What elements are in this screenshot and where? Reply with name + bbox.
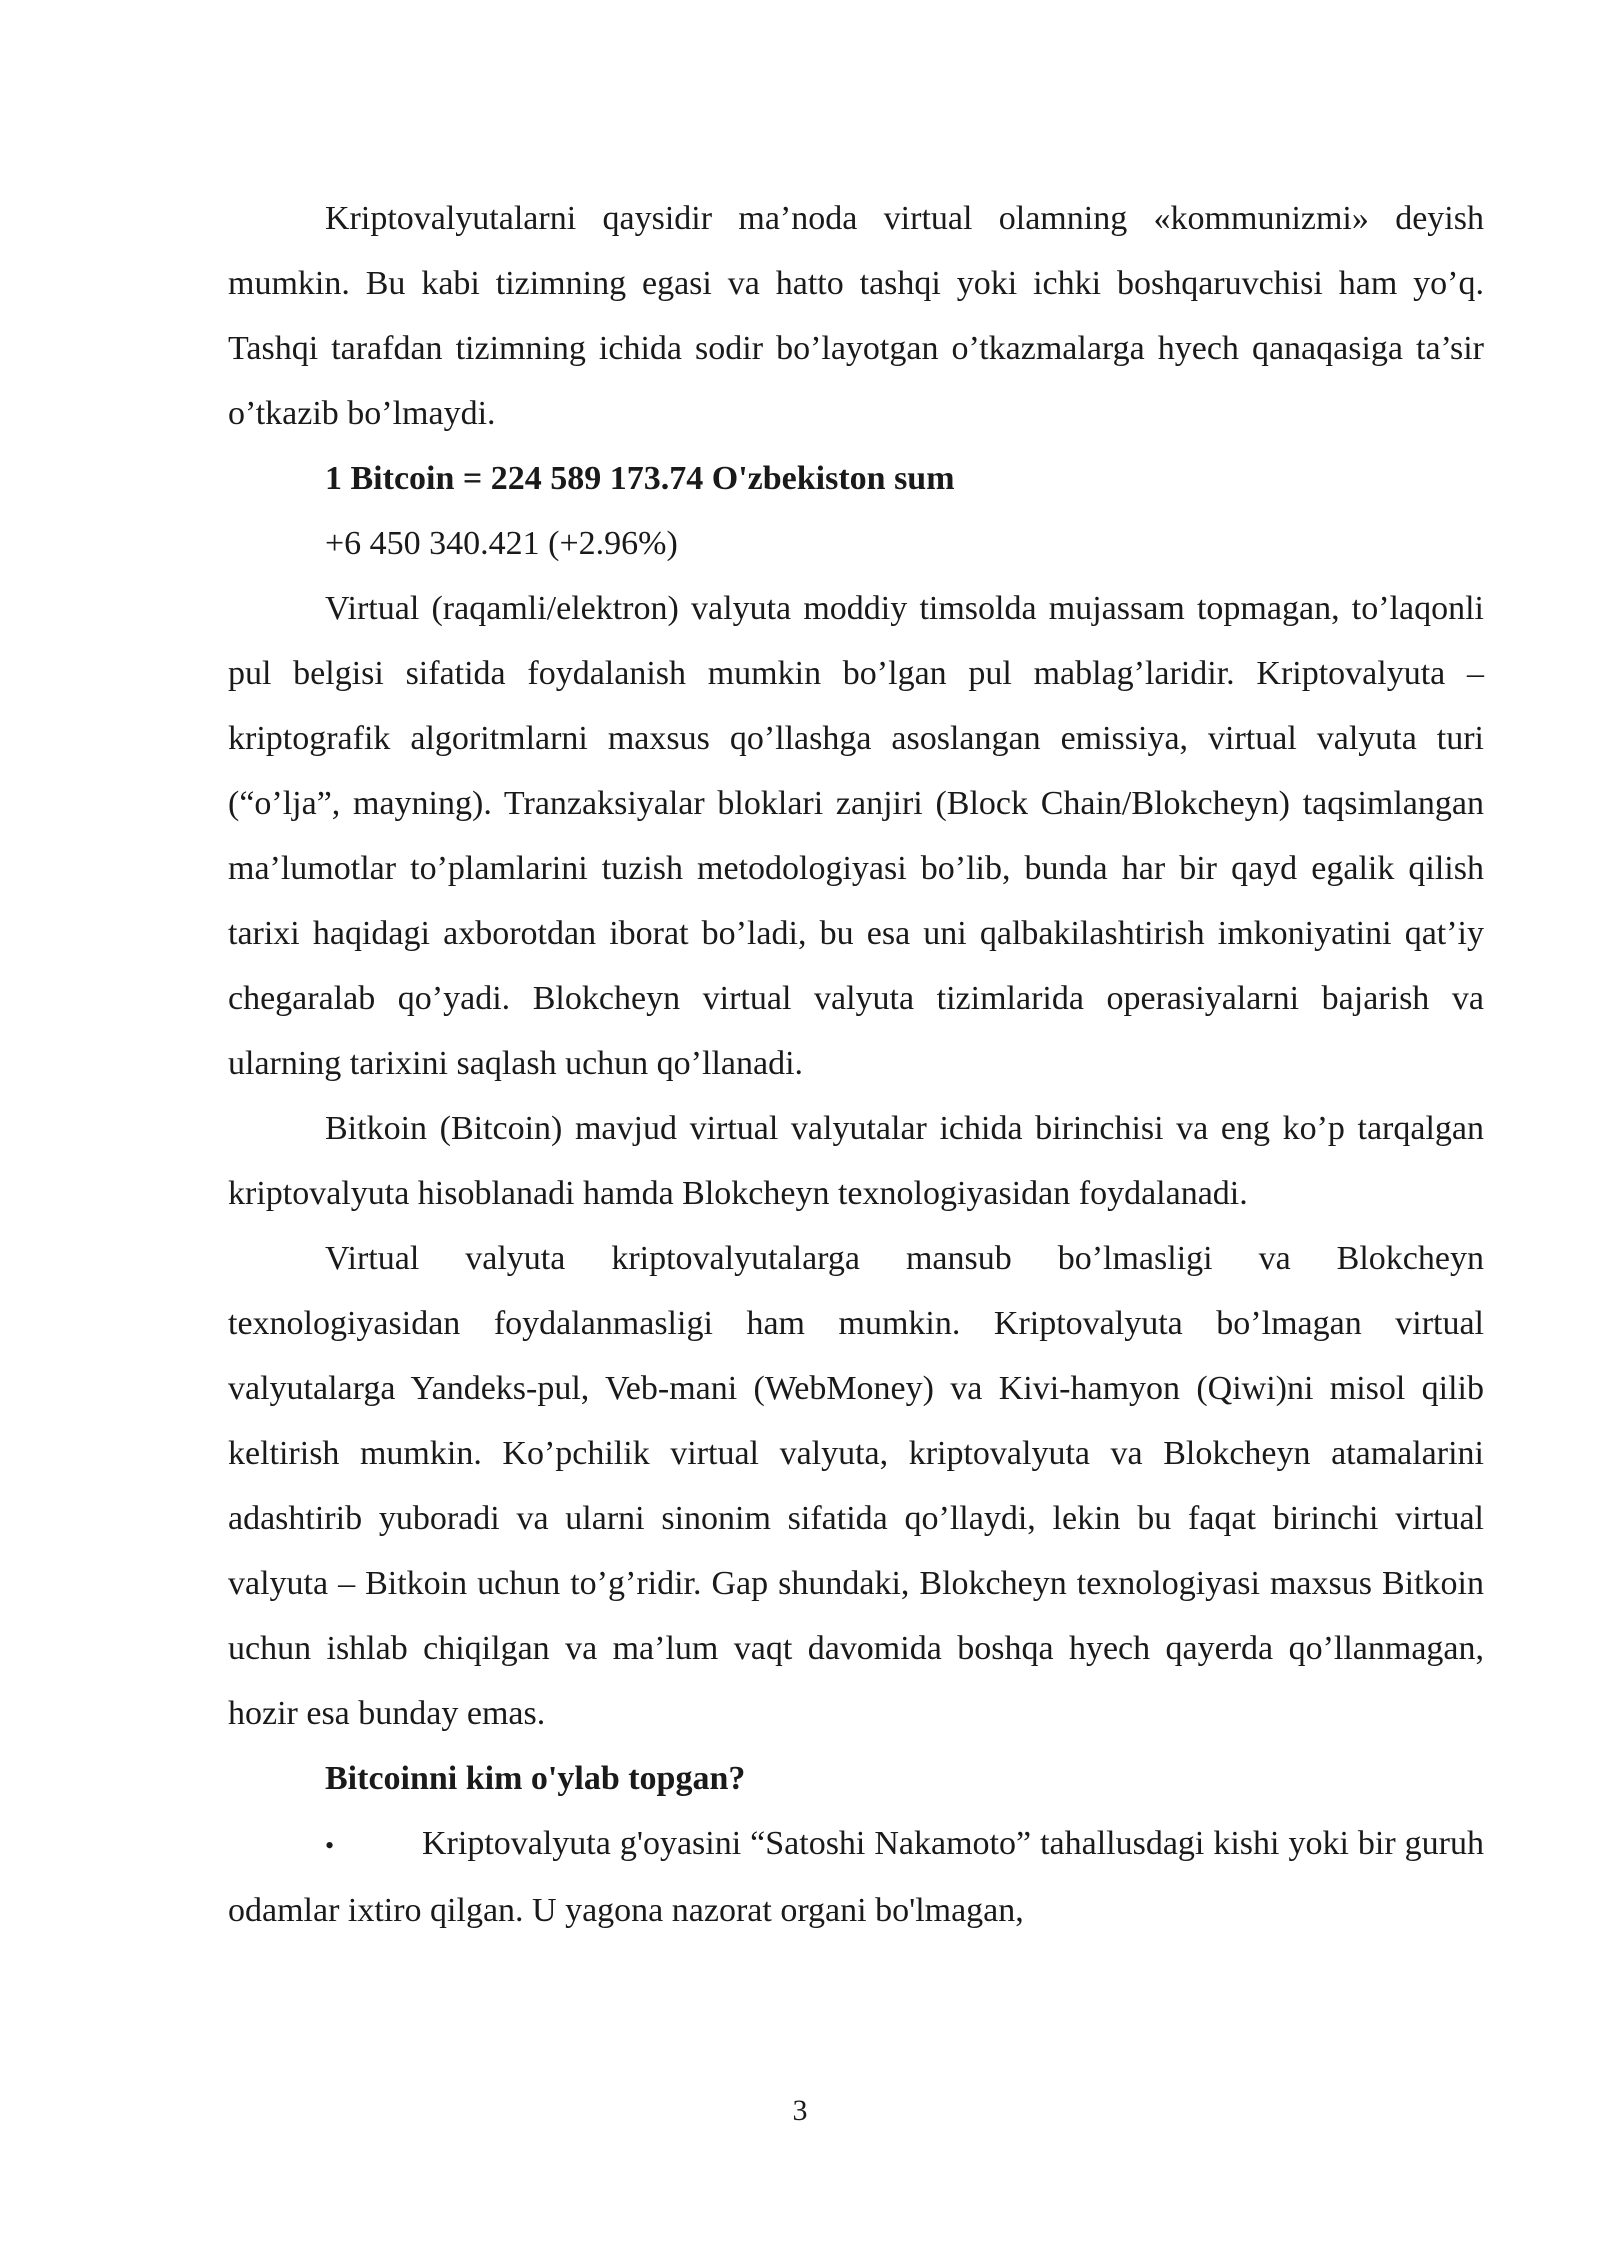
bitcoin-rate: 1 Bitcoin = 224 589 173.74 O'zbekiston sum	[325, 460, 955, 497]
page-number: 3	[792, 2094, 808, 2127]
bullet-marker: •	[325, 1831, 335, 1860]
bullet-text: Kriptovalyuta g'oyasini “Satoshi Nakamoto” tahallusdagi kishi yoki bir guruh odamlar ixtiro qilgan. U yagona nazorat organi bo'lmagan,	[228, 1825, 1484, 1929]
bullet-list-item	[228, 1811, 1484, 1943]
section-heading: Bitcoinni kim o'ylab topgan?	[325, 1760, 746, 1797]
bitcoin-rate-change: +6 450 340.421 (+2.96%)	[325, 525, 678, 562]
paragraph-kommunizm: Kriptovalyutalarni qaysidir ma’noda virtual olamning «kommunizmi» deyish mumkin. Bu kabi tizimning egasi va hatto tashqi yoki ichki boshqaruvchisi ham yo’q. Tashqi tarafdan tizimning ichida sodir bo’layotgan o’tkazmalarga hyech qanaqasiga ta’sir o’tkazib bo’lmaydi.	[228, 200, 1484, 432]
paragraph-virtual-valyuta: Virtual (raqamli/elektron) valyuta moddiy timsolda mujassam topmagan, to’laqonli pul belgisi sifatida foydalanish mumkin bo’lgan pul mablag’laridir. Kriptovalyuta – kriptografik algoritmlarni maxsus qo’llashga asoslangan emissiya, virtual valyuta turi (“o’lja”, mayning). Tranzaksiyalar bloklari zanjiri (Block Chain/Blokcheyn) taqsimlangan ma’lumotlar to’plamlarini tuzish metodologiyasi bo’lib, bunda har bir qayd egalik qilish tarixi haqidagi axborotdan iborat bo’ladi, bu esa uni qalbakilashtirish imkoniyatini qat’iy chegaralab qo’yadi. Blokcheyn virtual valyuta tizimlarida operasiyalarni bajarish va ularning tarixini saqlash uchun qo’llanadi.	[228, 590, 1484, 1082]
paragraph-virtual-kripto: Virtual valyuta kriptovalyutalarga mansub bo’lmasligi va Blokcheyn texnologiyasidan foydalanmasligi ham mumkin. Kriptovalyuta bo’lmagan virtual valyutalarga Yandeks-pul, Veb-mani (WebMoney) va Kivi-hamyon (Qiwi)ni misol qilib keltirish mumkin. Ko’pchilik virtual valyuta, kriptovalyuta va Blokcheyn atamalarini adashtirib yuboradi va ularni sinonim sifatida qo’llaydi, lekin bu faqat birinchi virtual valyuta – Bitkoin uchun to’g’ridir. Gap shundaki, Blokcheyn texnologiyasi maxsus Bitkoin uchun ishlab chiqilgan va ma’lum vaqt davomida boshqa hyech qayerda qo’llanmagan, hozir esa bunday emas.	[228, 1240, 1484, 1732]
paragraph-bitkoin: Bitkoin (Bitcoin) mavjud virtual valyutalar ichida birinchisi va eng ko’p tarqalgan kriptovalyuta hisoblanadi hamda Blokcheyn texnologiyasidan foydalanadi.	[228, 1110, 1484, 1212]
document-page	[228, 186, 1484, 1943]
